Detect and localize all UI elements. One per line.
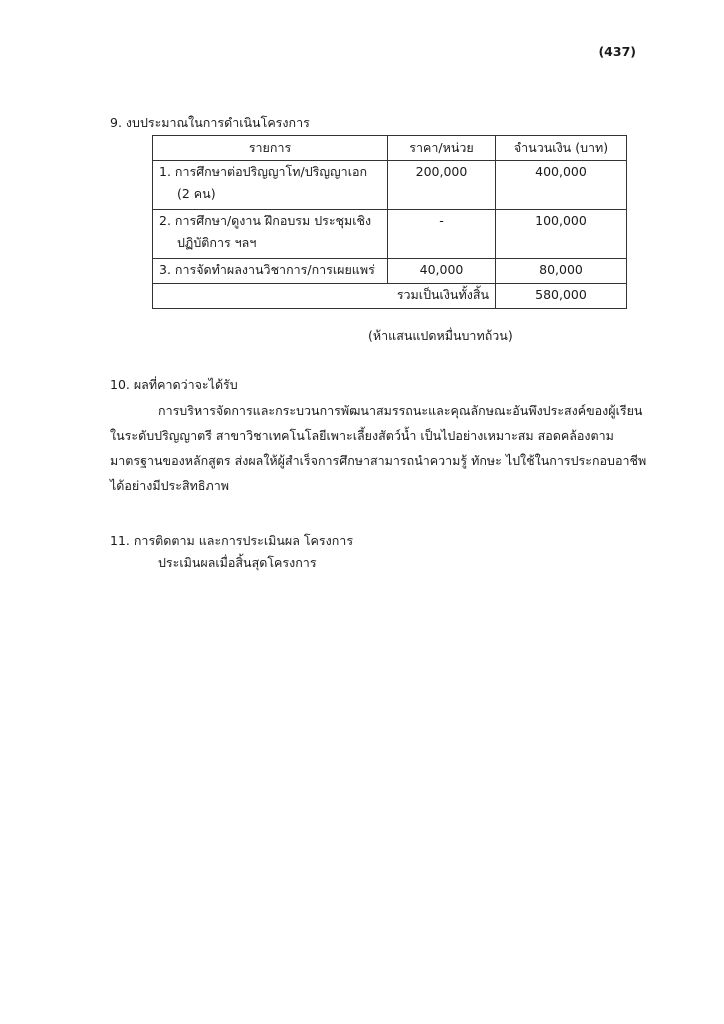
paragraph-line: มาตรฐานของหลักสูตร ส่งผลให้ผู้สำเร็จการศึกษาสามารถนำความรู้ ทักษะ ไปใช้ในการประกอบอาชีพ — [110, 453, 647, 468]
row-item — [153, 161, 388, 210]
total-in-words: (ห้าแสนแปดหมื่นบาทถ้วน) — [368, 328, 513, 343]
header-amount: จำนวนเงิน (บาท) — [496, 136, 627, 161]
row-item — [153, 210, 388, 259]
row-amount: 100,000 — [496, 210, 627, 259]
section-11-text: ประเมินผลเมื่อสิ้นสุดโครงการ — [158, 555, 317, 570]
table-total-row — [153, 284, 627, 309]
page-number: (437) — [598, 44, 636, 59]
section-10-paragraph — [110, 398, 647, 498]
table-row — [153, 161, 627, 210]
paragraph-line: ในระดับปริญญาตรี สาขาวิชาเทคโนโลยีเพาะเลี้ยงสัตว์น้ำ เป็นไปอย่างเหมาะสม สอดคล้องตาม — [110, 428, 614, 443]
paragraph-line: ได้อย่างมีประสิทธิภาพ — [110, 478, 229, 493]
row-item-line1: 2. การศึกษา/ดูงาน ฝึกอบรม ประชุมเชิง — [159, 213, 372, 228]
table-row — [153, 259, 627, 284]
section-11-heading: 11. การติดตาม และการประเมินผล โครงการ — [110, 533, 354, 548]
table-header-row — [153, 136, 627, 161]
total-amount: 580,000 — [496, 284, 627, 309]
section-10-heading: 10. ผลที่คาดว่าจะได้รับ — [110, 377, 238, 392]
section-9-heading: 9. งบประมาณในการดำเนินโครงการ — [110, 115, 310, 130]
row-item-line1: 1. การศึกษาต่อปริญญาโท/ปริญญาเอก — [159, 164, 368, 179]
row-price: 200,000 — [388, 161, 496, 210]
row-price: 40,000 — [388, 259, 496, 284]
row-item-line1: 3. การจัดทำผลงานวิชาการ/การเผยแพร่ — [159, 262, 375, 277]
row-item-line2: (2 คน) — [177, 186, 216, 201]
row-item — [153, 259, 388, 284]
row-amount: 80,000 — [496, 259, 627, 284]
row-price: - — [388, 210, 496, 259]
budget-table — [152, 135, 627, 309]
table-row — [153, 210, 627, 259]
row-amount: 400,000 — [496, 161, 627, 210]
paragraph-line: การบริหารจัดการและกระบวนการพัฒนาสมรรถนะและคุณลักษณะอันพึงประสงค์ของผู้เรียน — [158, 403, 643, 418]
row-item-line2: ปฏิบัติการ ฯลฯ — [177, 235, 257, 250]
header-item: รายการ — [153, 136, 388, 161]
header-price: ราคา/หน่วย — [388, 136, 496, 161]
total-label: รวมเป็นเงินทั้งสิ้น — [153, 284, 496, 309]
